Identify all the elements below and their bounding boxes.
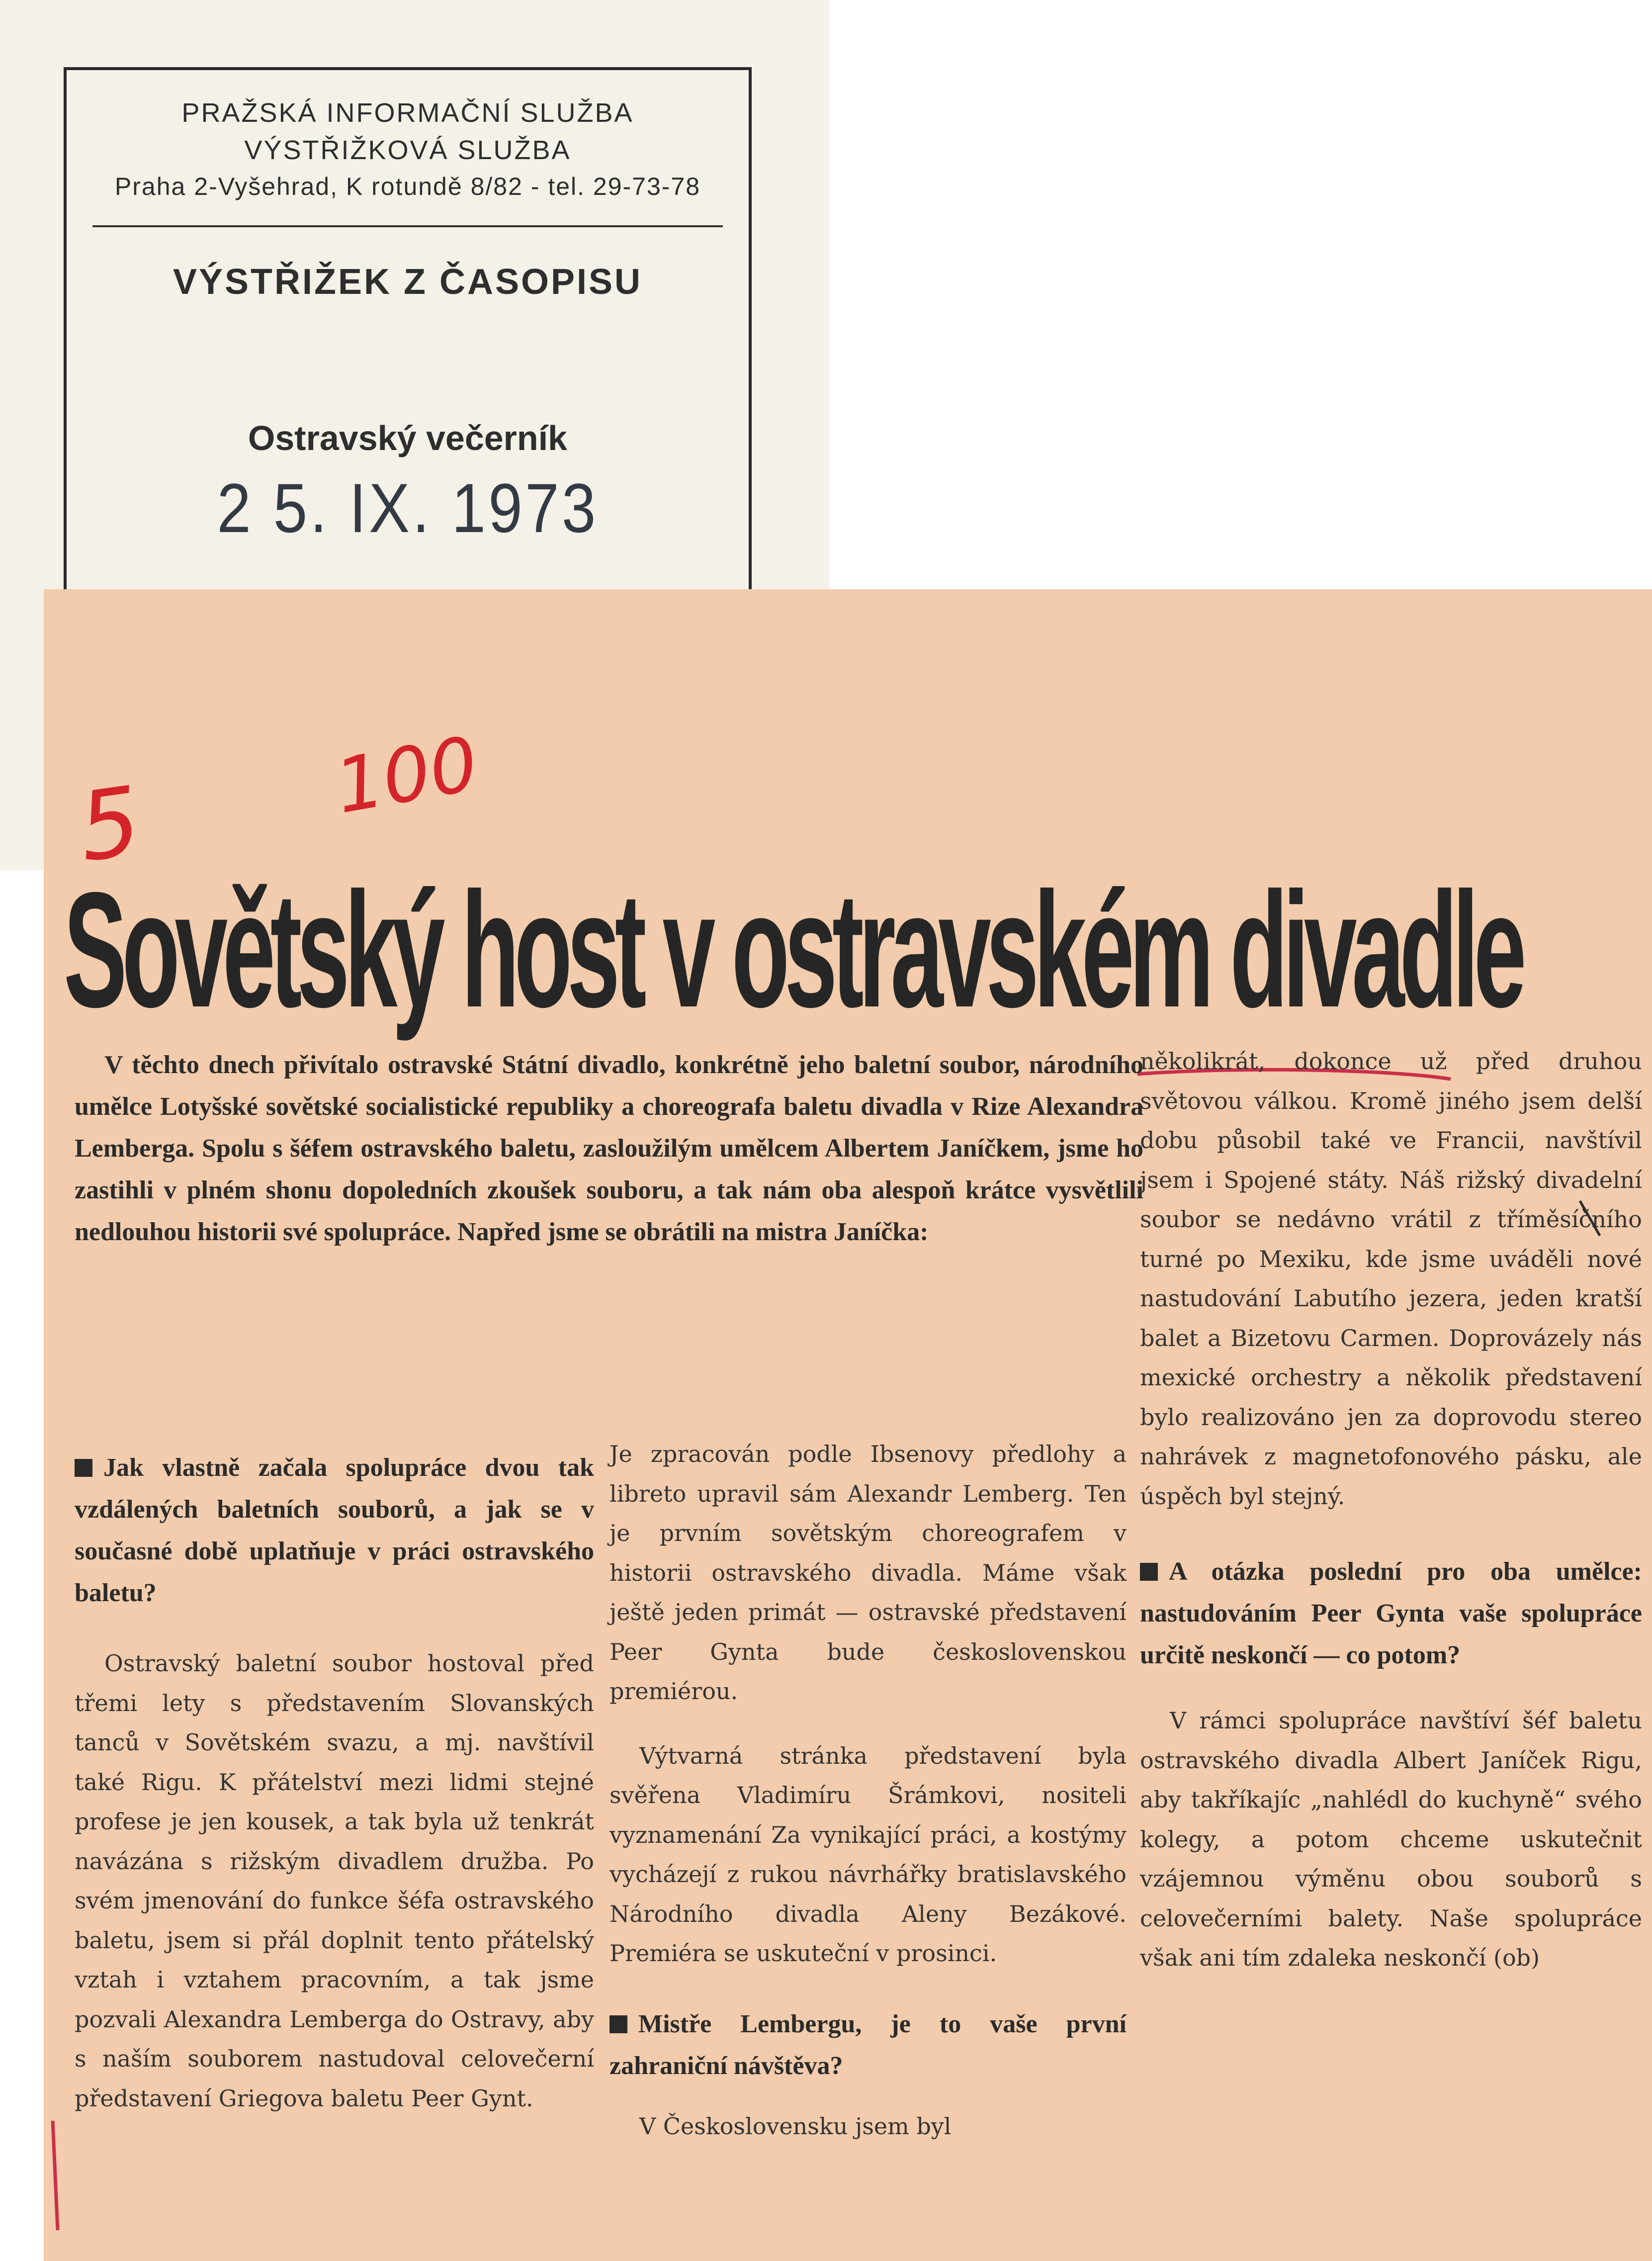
column-3 bbox=[1140, 1042, 1642, 1978]
date-stamp: 2 5. IX. 1973 bbox=[217, 469, 599, 547]
column-3-paragraph-1: několikrát, dokonce už před druhou světovou válkou. Kromě jiného jsem delší dobu působil také ve Francii, navštívil jsem i Spojené státy. Náš rižský divadelní soubor se nedávno vrátil z tříměsíčního turné po Mexiku, kde jsme uváděli nové nastudování Labutího jezera, jeden kratší balet a Bizetovu Carmen. Doprovázely nás mexické orchestry a několik představení bylo realizováno jen za doprovodu stereo nahrávek z magnetofonového pásku, ale úspěch byl stejný. bbox=[1140, 1048, 1642, 1510]
newspaper-clipping bbox=[44, 589, 1652, 2261]
handwritten-page-number: 5 bbox=[72, 766, 147, 883]
publication-name: Ostravský večerník bbox=[248, 419, 568, 457]
handwritten-note: 100 bbox=[329, 721, 485, 831]
question-1: Jak vlastně začala spolupráce dvou tak vzdálených baletních souborů, a jak se v současné době uplatňuje v práci ostravského baletu? bbox=[75, 1447, 594, 1614]
service-name: PRAŽSKÁ INFORMAČNÍ SLUŽBA bbox=[181, 98, 634, 128]
column-2-paragraph-1: Je zpracován podle Ibsenovy předlohy a libreto upravil sám Alexandr Lemberg. Ten je prvním sovětským choreografem v historii ostravského divadla. Máme však ještě jeden primát — ostravské představení Peer Gynta bude československou premiérou. bbox=[609, 1441, 1127, 1705]
label-frame bbox=[64, 67, 752, 597]
column-2-paragraph-2: Výtvarná stránka představení byla svěřena Vladimíru Šrámkovi, nositeli vyznamenání Za vynikající práci, a kostýmy vycházejí z rukou návrhářky bratislavského Národního divadla Aleny Bezákové. Premiéra se uskuteční v prosinci. bbox=[609, 1742, 1127, 1967]
pen-margin-line bbox=[53, 2121, 58, 2230]
article-headline: Sovětský host v ostravském divadle bbox=[64, 858, 1522, 1041]
service-address: Praha 2-Vyšehrad, K rotundě 8/82 - tel. 29-73-78 bbox=[114, 173, 701, 200]
label-title: VÝSTŘIŽEK Z ČASOPISU bbox=[173, 262, 643, 302]
column-2-paragraph-3: V Československu jsem byl bbox=[639, 2112, 952, 2140]
service-subname: VÝSTŘIŽKOVÁ SLUŽBA bbox=[244, 135, 571, 165]
column-3-paragraph-2: V rámci spolupráce navštíví šéf baletu ostravského divadla Albert Janíček Rigu, aby takříkajíc „nahlédl do kuchyně“ svého kolegy, a potom chceme uskutečnit vzájemnou výměnu obou souborů s celovečerními balety. Naše spolupráce však ani tím zdaleka neskončí (ob) bbox=[1140, 1707, 1642, 1971]
question-3: A otázka poslední pro oba umělce: nastudováním Peer Gynta vaše spolupráce určitě neskončí — co potom? bbox=[1140, 1551, 1642, 1676]
column-1 bbox=[75, 1447, 594, 2118]
question-2: Mistře Lembergu, je to vaše první zahraniční návštěva? bbox=[609, 2003, 1127, 2087]
label-divider bbox=[92, 225, 723, 227]
answer-1: Ostravský baletní soubor hostoval před třemi lety s představením Slovanských tanců v Sovětském svazu, a mj. navštívil také Rigu. K přátelství mezi lidmi stejné profese je jen kousek, a tak byla už tenkrát navázána s rižským divadlem družba. Po svém jmenování do funkce šéfa ostravského baletu, jsem si přál doplnit tento přátelský vztah i vztahem pracovním, a tak jsme pozvali Alexandra Lemberga do Ostravy, aby s naším souborem nastudoval celovečerní představení Griegova baletu Peer Gynt. bbox=[75, 1650, 594, 2112]
article-lead: V těchto dnech přivítalo ostravské Státní divadlo, konkrétně jeho baletní soubor, národního umělce Lotyšské sovětské socialistické republiky a choreografa baletu divadla v Rize Alexandra Lemberga. Spolu s šéfem ostravského baletu, zasloužilým umělcem Albertem Janíčkem, jsme ho zastihli v plném shonu dopoledních zkoušek souboru, a tak nám oba alespoň krátce vysvětlili nedlouhou historii své spolupráce. Napřed jsme se obrátili na mistra Janíčka: bbox=[75, 1051, 1143, 1246]
article-lead-block bbox=[75, 1044, 1143, 1253]
column-2 bbox=[609, 1435, 1127, 2146]
